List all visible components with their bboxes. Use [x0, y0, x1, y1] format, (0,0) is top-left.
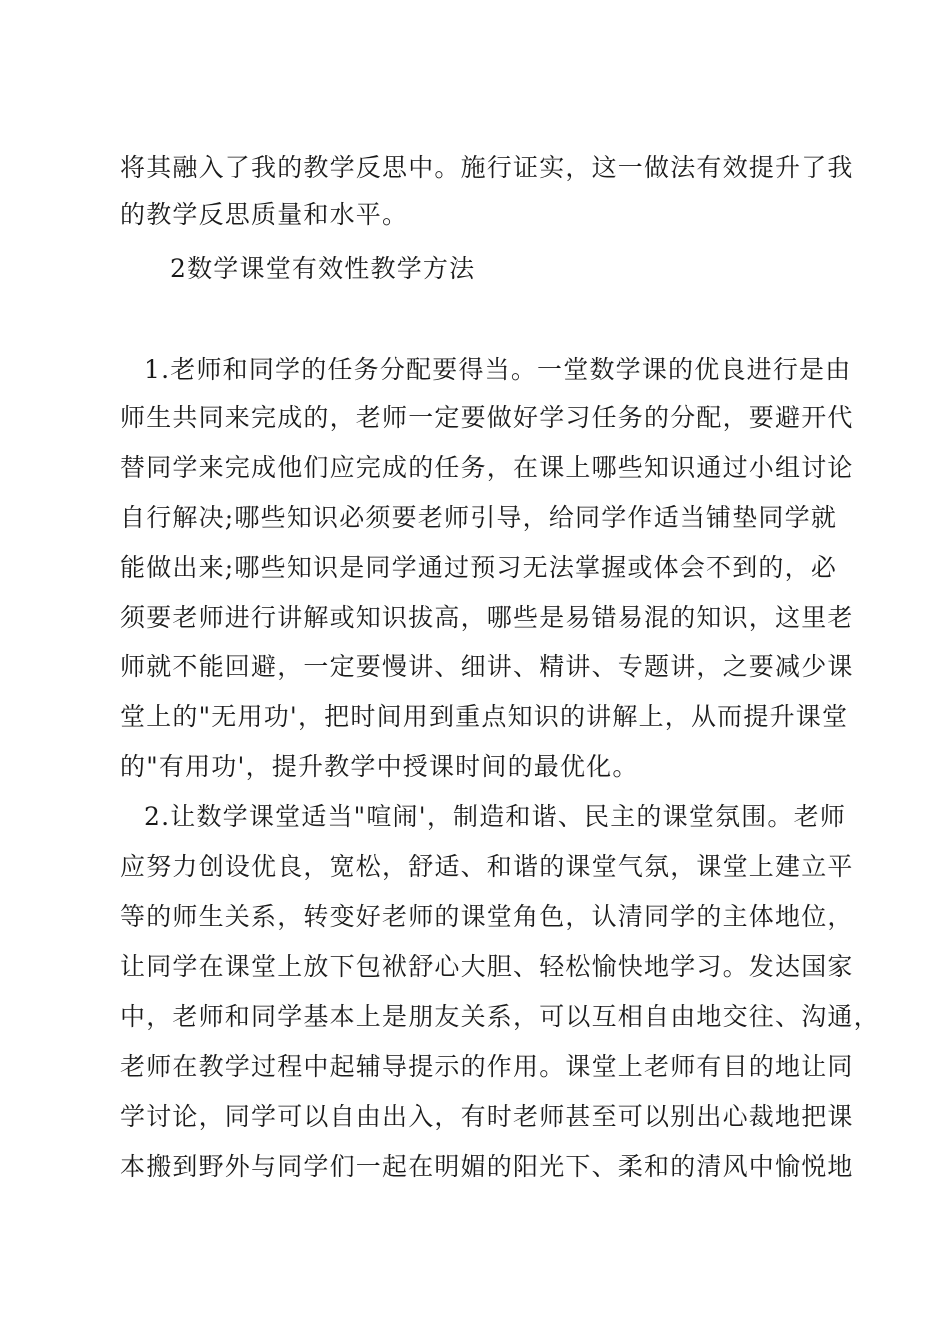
paragraph-line: 师生共同来完成的，老师一定要做好学习任务的分配，要避开代 [120, 403, 854, 432]
paragraph-line: 能做出来;哪些知识是同学通过预习无法掌握或体会不到的，必 [120, 553, 838, 582]
paragraph-line: 将其融入了我的教学反思中。施行证实，这一做法有效提升了我 [120, 153, 854, 182]
paragraph-line: 老师在教学过程中起辅导提示的作用。课堂上老师有目的地让同 [120, 1052, 854, 1081]
paragraph-line: 让同学在课堂上放下包袱舒心大胆、轻松愉快地学习。发达国家 [120, 952, 854, 981]
paragraph-line: 堂上的"无用功'，把时间用到重点知识的讲解上，从而提升课堂 [120, 702, 849, 731]
paragraph-line: 须要老师进行讲解或知识拔高，哪些是易错易混的知识，这里老 [120, 603, 854, 632]
paragraph-line: 的"有用功'，提升教学中授课时间的最优化。 [120, 752, 639, 781]
paragraph-line: 等的师生关系，转变好老师的课堂角色，认清同学的主体地位， [120, 902, 854, 931]
paragraph-line: 1.老师和同学的任务分配要得当。一堂数学课的优良进行是由 [144, 355, 852, 384]
paragraph-line: 应努力创设优良，宽松，舒适、和谐的课堂气氛，课堂上建立平 [120, 852, 854, 881]
section-heading: 2数学课堂有效性教学方法 [170, 254, 476, 283]
paragraph-line: 的教学反思质量和水平。 [120, 200, 409, 229]
paragraph-line: 中，老师和同学基本上是朋友关系，可以互相自由地交往、沟通， [120, 1002, 880, 1031]
paragraph-line: 2.让数学课堂适当"喧闹'，制造和谐、民主的课堂氛围。老师 [144, 802, 847, 831]
paragraph-line: 本搬到野外与同学们一起在明媚的阳光下、柔和的清风中愉悦地 [120, 1152, 854, 1181]
paragraph-line: 自行解决;哪些知识必须要老师引导，给同学作适当铺垫同学就 [120, 503, 838, 532]
paragraph-line: 替同学来完成他们应完成的任务，在课上哪些知识通过小组讨论 [120, 453, 854, 482]
paragraph-line: 师就不能回避，一定要慢讲、细讲、精讲、专题讲，之要减少课 [120, 652, 854, 681]
paragraph-line: 学讨论，同学可以自由出入，有时老师甚至可以别出心裁地把课 [120, 1102, 854, 1131]
